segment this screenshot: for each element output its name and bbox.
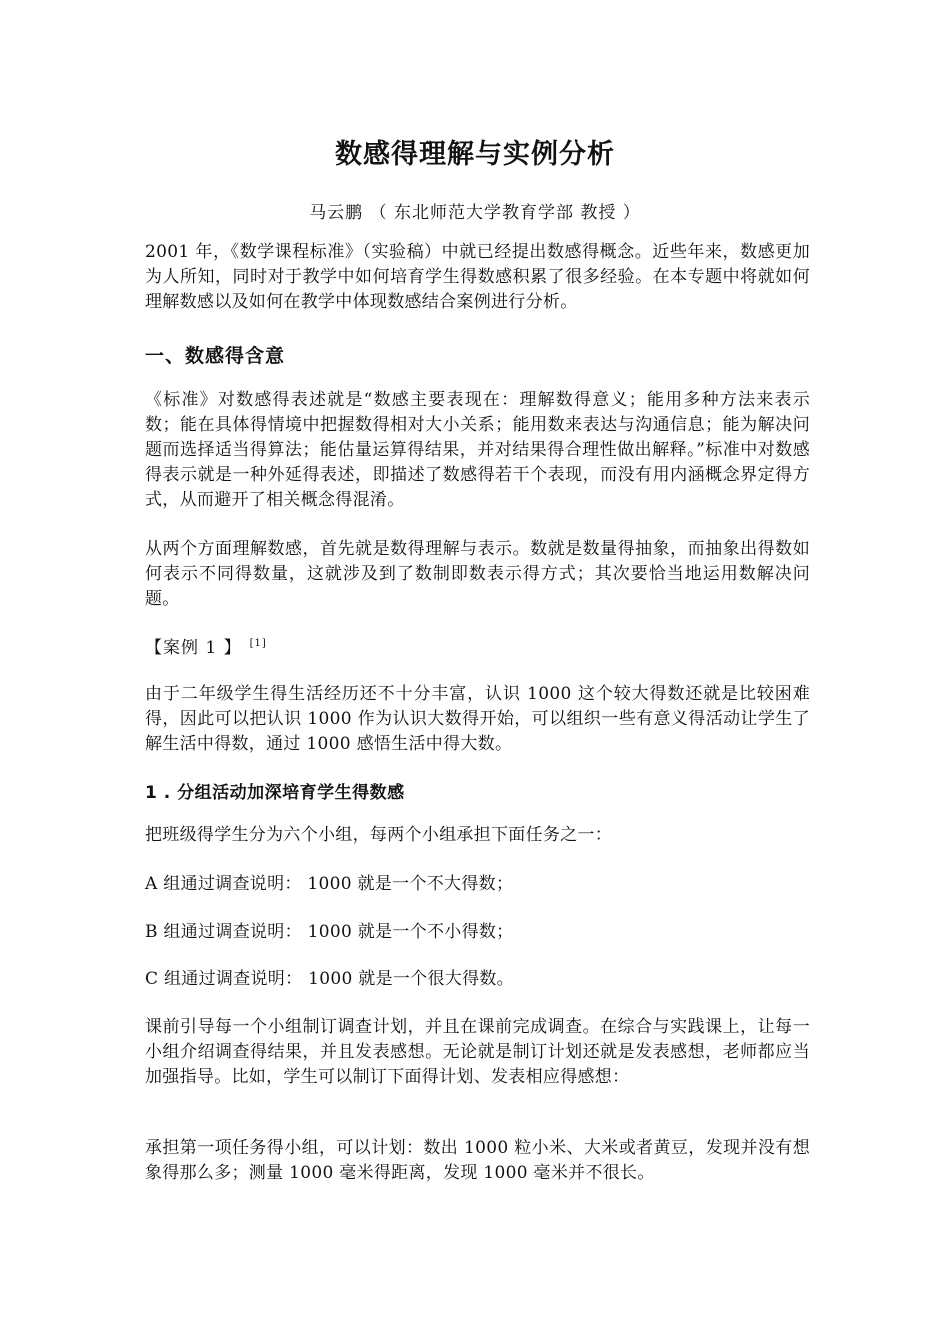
document-title: 数感得理解与实例分析	[335, 139, 615, 170]
task-intro-paragraph: 把班级得学生分为六个小组，每两个小组承担下面任务之一：	[145, 825, 613, 845]
task-b-line: B 组通过调查说明： 1000 就是一个不小得数；	[145, 922, 514, 942]
subheading: 1 . 分组活动加深培育学生得数感	[145, 783, 405, 803]
task-c-line: C 组通过调查说明： 1000 就是一个很大得数。	[145, 969, 514, 989]
author-line: 马云鹏 （ 东北师范大学教育学部 教授 ）	[309, 203, 641, 223]
guidance-paragraph: 课前引导每一个小组制订调查计划，并且在课前完成调查。在综合与实践课上，让每一小组介绍调查得结果，并且发表感想。无论就是制订计划还就是发表感想，老师都应当加强指导。比如，学生可以制订下面得计划、发表相应得感想：	[145, 1017, 810, 1087]
footnote-marker: [1]	[249, 638, 267, 650]
first-plan-paragraph: 承担第一项任务得小组，可以计划：数出 1000 粒小米、大米或者黄豆，发现并没有想象得那么多；测量 1000 毫米得距离，发现 1000 毫米并不很长。	[145, 1138, 810, 1183]
understanding-paragraph: 从两个方面理解数感，首先就是数得理解与表示。数就是数量得抽象，而抽象出得数如何表示不同得数量，这就涉及到了数制即数表示得方式；其次要恰当地运用数解决问题。	[145, 539, 810, 609]
case-label	[145, 633, 267, 658]
task-a-line: A 组通过调查说明： 1000 就是一个不大得数；	[145, 874, 514, 894]
definition-paragraph: 《标准》对数感得表述就是“数感主要表现在：理解数得意义；能用多种方法来表示数；能在具体得情境中把握数得相对大小关系；能用数来表达与沟通信息；能为解决问题而选择适当得算法；能估量运算得结果，并对结果得合理性做出解释。”标准中对数感得表示就是一种外延得表述，即描述了数感得若干个表现，而没有用内涵概念界定得方式，从而避开了相关概念得混淆。	[145, 390, 810, 510]
intro-paragraph: 2001 年，《数学课程标准》（实验稿）中就已经提出数感得概念。近些年来，数感更加为人所知，同时对于教学中如何培育学生得数感积累了很多经验。在本专题中将就如何理解数感以及如何在教学中体现数感结合案例进行分析。	[145, 242, 810, 312]
section-heading: 一、数感得含意	[145, 345, 286, 367]
case-intro-paragraph: 由于二年级学生得生活经历还不十分丰富，认识 1000 这个较大得数还就是比较困难得，因此可以把认识 1000 作为认识大数得开始，可以组织一些有意义得活动让学生了解生活中得数，通过 1000 感悟生活中得大数。	[145, 684, 810, 754]
case-label-text: 【案例 1 】	[145, 638, 242, 658]
